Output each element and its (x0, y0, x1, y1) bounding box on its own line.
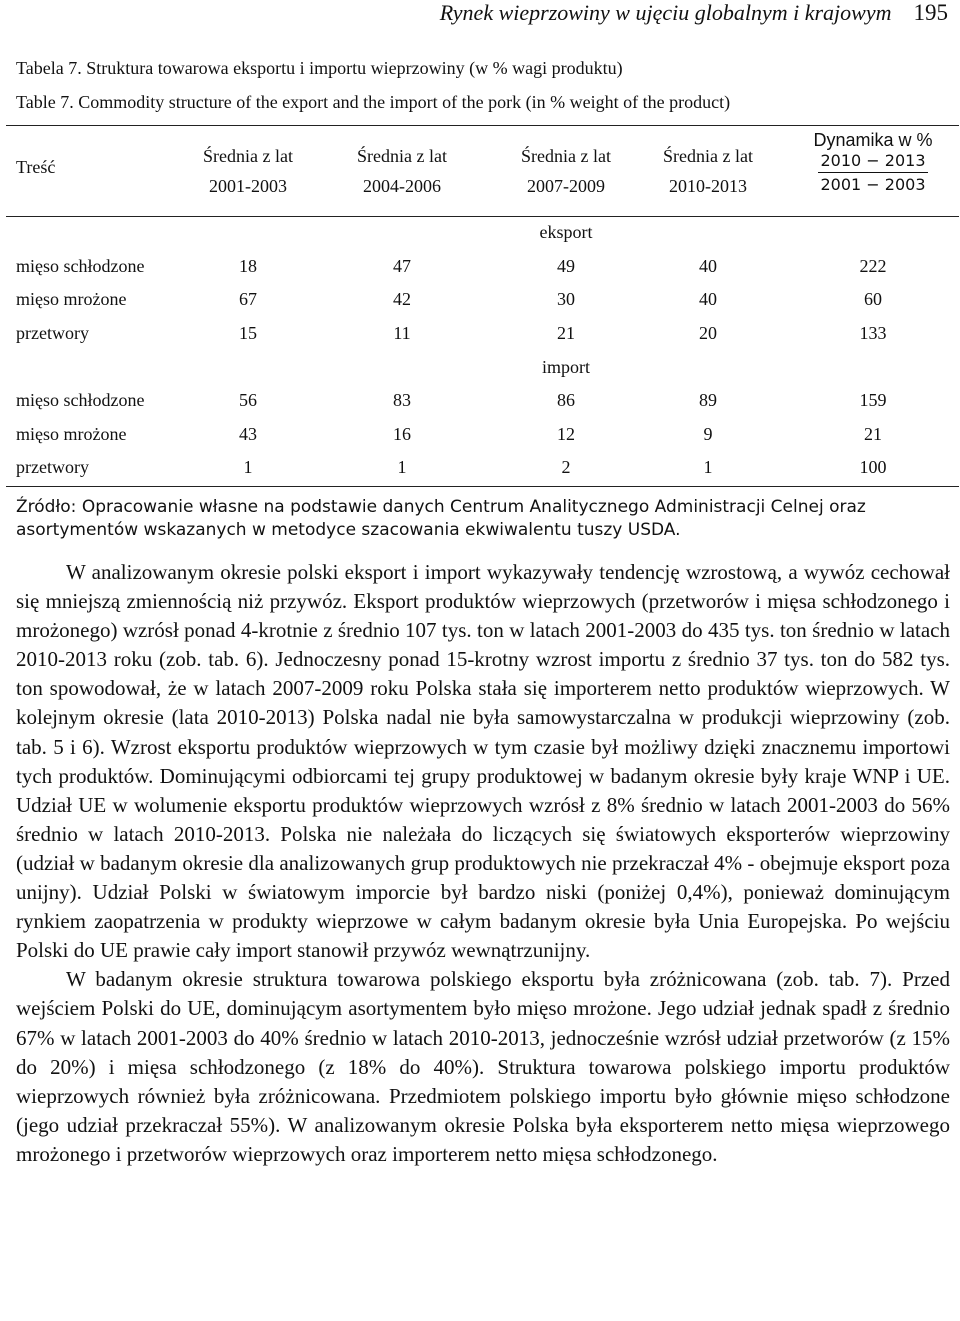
source-note: Źródło: Opracowanie własne na podstawie danych Centrum Analitycznego Administracji Celnej oraz asortymentów wskazanych w metodyce szacowania ekwiwalentu tuszy USDA. (16, 497, 866, 540)
paragraph-2: W badanym okresie struktura towarowa polskiego eksportu była zróżnicowana (zob. tab. 7). Przed wejściem Polski do UE, dominującym asortymentem było mięso mrożone. Jego udział jednak spadł z średnio 67% w latach 2001-2003 do 40% średnio w latach 2010-2013, jednocześnie wzrósł udział przetworów (z 15% do 20%) i mięsa schłodzonego (z 18% do 40%). Struktura towarowa polskiego importu produktów wieprzowych również była zróżnicowana. Przedmiotem polskiego importu było głównie mięso schłodzone (jego udział przekraczał 55%). W analizowanym okresie Polska była eksporterem netto mięsa wieprzowego mrożonego i przetworów wieprzowych oraz importerem netto mięsa schłodzonego. (16, 967, 950, 1166)
column-header-years: 2004-2006 (363, 176, 441, 196)
table-cell: 60 (864, 289, 882, 309)
table-cell: 133 (859, 323, 887, 343)
table-cell: 42 (393, 289, 411, 309)
column-header-label: Średnia z lat (203, 146, 293, 166)
column-header-dynamika (800, 130, 946, 194)
dynamics-title: Dynamika w % (813, 130, 933, 150)
table-cell: 11 (393, 323, 411, 343)
column-header-years: 2007-2009 (527, 176, 605, 196)
table-cell: 2 (561, 457, 571, 477)
column-header-2007-2009 (478, 141, 654, 201)
table-cell: 47 (393, 256, 411, 276)
table-cell: 83 (393, 390, 411, 410)
row-label: mięso mrożone (16, 424, 127, 444)
section-label-eksport: eksport (539, 222, 593, 242)
page-number: 195 (913, 0, 948, 25)
table-cell: 40 (699, 289, 717, 309)
table-cell: 40 (699, 256, 717, 276)
table-cell: 15 (239, 323, 257, 343)
column-header-years: 2001-2003 (209, 176, 287, 196)
table-cell: 222 (859, 256, 887, 276)
row-label: przetwory (16, 323, 89, 343)
column-header-tresc: Treść (16, 157, 56, 177)
table-cell: 67 (239, 289, 257, 309)
row-label: mięso schłodzone (16, 256, 145, 276)
running-header (440, 0, 948, 26)
table-cell: 12 (557, 424, 575, 444)
column-header-2004-2006 (324, 141, 480, 201)
table-cell: 43 (239, 424, 257, 444)
column-header-2010-2013 (630, 141, 786, 201)
table-cell: 56 (239, 390, 257, 410)
column-header-label: Średnia z lat (521, 146, 611, 166)
table-cell: 21 (557, 323, 575, 343)
table-cell: 86 (557, 390, 575, 410)
table-caption-pl: Tabela 7. Struktura towarowa eksportu i importu wieprzowiny (w % wagi produktu) (16, 58, 623, 78)
dynamics-denominator: 2001 − 2003 (820, 175, 926, 194)
table-cell: 89 (699, 390, 717, 410)
table-cell: 1 (703, 457, 713, 477)
row-label: mięso schłodzone (16, 390, 145, 410)
row-label: mięso mrożone (16, 289, 127, 309)
table-cell: 18 (239, 256, 257, 276)
table-cell: 49 (557, 256, 575, 276)
table-cell: 21 (864, 424, 882, 444)
column-header-years: 2010-2013 (669, 176, 747, 196)
table-cell: 20 (699, 323, 717, 343)
table-cell: 1 (243, 457, 253, 477)
running-title: Rynek wieprzowiny w ujęciu globalnym i krajowym (439, 0, 892, 25)
table-cell: 16 (393, 424, 411, 444)
dynamics-numerator: 2010 − 2013 (818, 151, 927, 173)
body-text (16, 558, 950, 1169)
table-caption-en: Table 7. Commodity structure of the export and the import of the pork (in % weight of the product) (16, 92, 731, 112)
column-header-2001-2003 (170, 141, 326, 201)
table-cell: 159 (859, 390, 887, 410)
table-cell: 30 (557, 289, 575, 309)
column-header-label: Średnia z lat (357, 146, 447, 166)
row-label: przetwory (16, 457, 89, 477)
table-cell: 9 (703, 424, 713, 444)
dynamics-fraction (800, 151, 946, 194)
table-cell: 100 (859, 457, 887, 477)
column-header-label: Średnia z lat (663, 146, 753, 166)
section-label-import: import (542, 357, 590, 377)
table-cell: 1 (397, 457, 407, 477)
paragraph-1: W analizowanym okresie polski eksport i import wykazywały tendencję wzrostową, a wywóz cechował się mniejszą zmiennością niż przywóz. Eksport produktów wieprzowych (przetworów i mięsa schłodzonego i mrożonego) wzrósł ponad 4-krotnie z średnio 107 tys. ton w latach 2001-2003 do 435 tys. ton średnio w latach 2010-2013 roku (zob. tab. 6). Jednoczesny ponad 15-krotny wzrost importu z średnio 37 tys. ton do 582 tys. ton spowodował, że w latach 2007-2009 roku Polska stała się importerem netto produktów wieprzowych. W kolejnym okresie (lata 2010-2013) Polska nadal nie była samowystarczalna w produkcji wieprzowiny (zob. tab. 5 i 6). Wzrost eksportu produktów wieprzowych w tym czasie był możliwy dzięki znacznemu importowi tych produktów. Dominującymi odbiorcami tej grupy produktowej w badanym okresie były kraje WNP i UE. Udział UE w wolumenie eksportu produktów wieprzowych wzrósł z 8% średnio w latach 2001-2003 do 56% średnio w latach 2010-2013. Polska nie należała do liczących się światowych eksporterów wieprzowiny (udział w badanym okresie dla analizowanych grup produktowych nie przekraczał 4% - obejmuje eksport poza unijny). Udział Polski w światowym imporcie był bardzo niski (poniżej 0,4%), ponieważ dominującym rynkiem zaopatrzenia w produkty wieprzowe w całym badanym okresie była Unia Europejska. Po wejściu Polski do UE prawie cały import stanowił przywóz wewnątrzunijny. (16, 560, 950, 963)
table-header-rule (6, 216, 959, 217)
